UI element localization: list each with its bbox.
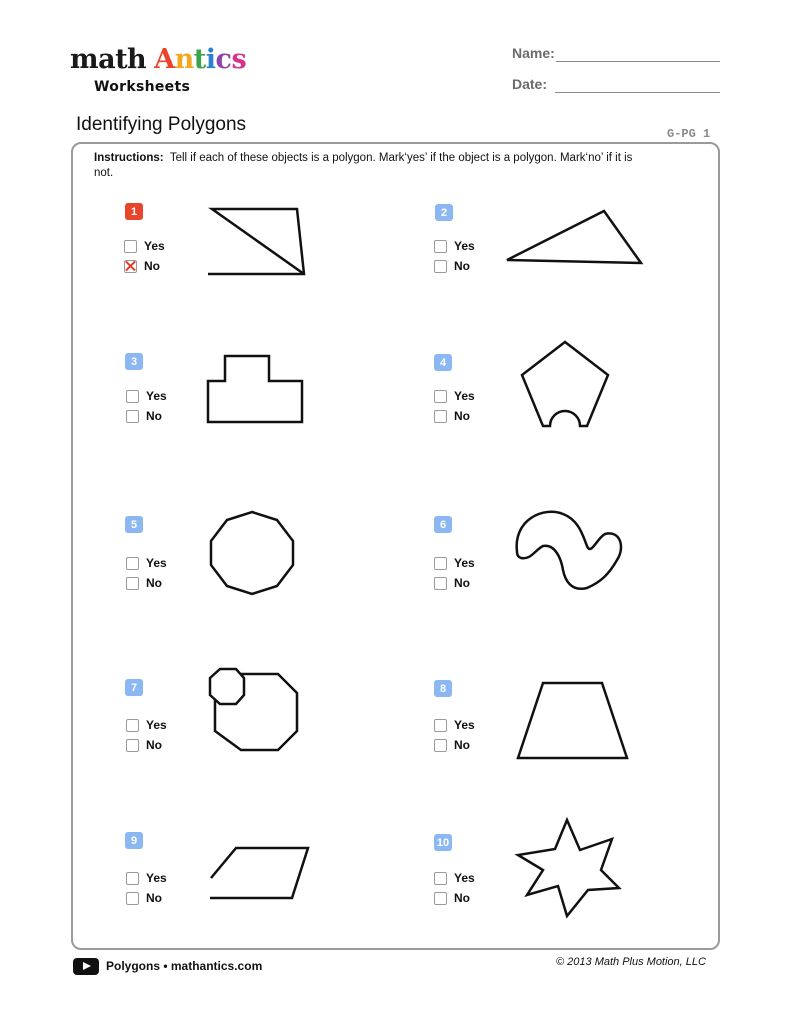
problem-number-badge: 5 xyxy=(125,516,143,533)
problem-number-badge: 6 xyxy=(434,516,452,533)
no-option[interactable] xyxy=(434,575,470,591)
logo xyxy=(70,44,246,75)
worksheet-code: G-PG 1 xyxy=(667,127,711,141)
no-option[interactable] xyxy=(434,890,470,906)
problem-number-badge: 7 xyxy=(125,679,143,696)
yes-option[interactable] xyxy=(124,238,165,254)
shape-triangle xyxy=(500,200,650,270)
yes-label: Yes xyxy=(146,871,167,885)
problem-number-badge: 2 xyxy=(435,204,453,221)
yes-checkbox[interactable] xyxy=(434,390,447,403)
no-checkbox-checked[interactable] xyxy=(124,260,137,273)
yes-checkbox[interactable] xyxy=(434,557,447,570)
yes-option[interactable] xyxy=(126,388,167,404)
yes-checkbox[interactable] xyxy=(434,240,447,253)
no-option[interactable] xyxy=(434,737,470,753)
yes-option[interactable] xyxy=(434,555,475,571)
yes-option[interactable] xyxy=(434,388,475,404)
name-field[interactable] xyxy=(556,61,720,62)
yes-label: Yes xyxy=(454,718,475,732)
yes-checkbox[interactable] xyxy=(434,719,447,732)
instructions-label: Instructions: xyxy=(94,152,164,164)
no-label: No xyxy=(146,409,162,423)
problem-number-badge: 4 xyxy=(434,354,452,371)
no-label: No xyxy=(454,738,470,752)
yes-label: Yes xyxy=(146,389,167,403)
problem-number-badge: 8 xyxy=(434,680,452,697)
logo-subtitle: Worksheets xyxy=(94,79,191,95)
no-checkbox[interactable] xyxy=(126,739,139,752)
no-option[interactable] xyxy=(126,408,162,424)
no-option[interactable] xyxy=(124,258,160,274)
instructions-text: Tell if each of these objects is a polygon. Mark‘yes’ if the object is a polygon. Mark‘no’ if it is not. xyxy=(94,152,633,179)
logo-word-math: math xyxy=(70,44,147,75)
yes-checkbox[interactable] xyxy=(126,719,139,732)
no-label: No xyxy=(146,576,162,590)
shape-decagon xyxy=(200,505,304,601)
yes-checkbox[interactable] xyxy=(126,872,139,885)
problem-number-badge: 9 xyxy=(125,832,143,849)
problem-number-badge: 10 xyxy=(434,834,452,851)
no-label: No xyxy=(146,891,162,905)
yes-label: Yes xyxy=(146,718,167,732)
shape-open-parallelogram xyxy=(200,838,316,904)
no-label: No xyxy=(144,259,160,273)
no-checkbox[interactable] xyxy=(434,892,447,905)
yes-label: Yes xyxy=(454,556,475,570)
yes-label: Yes xyxy=(454,389,475,403)
shape-overlapping-octagons xyxy=(200,660,304,760)
yes-label: Yes xyxy=(454,871,475,885)
logo-letter: c xyxy=(215,44,232,75)
footer-copyright: © 2013 Math Plus Motion, LLC xyxy=(556,956,706,968)
yes-option[interactable] xyxy=(434,717,475,733)
no-checkbox[interactable] xyxy=(126,892,139,905)
no-label: No xyxy=(454,409,470,423)
shape-trapezoid xyxy=(510,675,636,765)
no-label: No xyxy=(454,259,470,273)
no-label: No xyxy=(454,891,470,905)
yes-option[interactable] xyxy=(126,870,167,886)
no-option[interactable] xyxy=(126,737,162,753)
date-label: Date: xyxy=(512,76,548,92)
yes-option[interactable] xyxy=(126,555,167,571)
yes-checkbox[interactable] xyxy=(126,557,139,570)
yes-label: Yes xyxy=(146,556,167,570)
shape-triangle-quad xyxy=(200,200,310,282)
logo-letter: n xyxy=(174,44,194,75)
yes-option[interactable] xyxy=(434,238,475,254)
no-checkbox[interactable] xyxy=(126,410,139,423)
no-checkbox[interactable] xyxy=(126,577,139,590)
logo-letter: A xyxy=(154,44,175,75)
date-field[interactable] xyxy=(555,92,720,93)
logo-letter: i xyxy=(205,44,216,75)
yes-checkbox[interactable] xyxy=(434,872,447,885)
yes-option[interactable] xyxy=(126,717,167,733)
yes-label: Yes xyxy=(144,239,165,253)
yes-option[interactable] xyxy=(434,870,475,886)
no-option[interactable] xyxy=(126,575,162,591)
yes-checkbox[interactable] xyxy=(126,390,139,403)
name-label: Name: xyxy=(512,45,555,61)
logo-word-antics xyxy=(154,44,246,75)
instructions xyxy=(94,151,654,181)
logo-letter: s xyxy=(231,44,247,75)
no-checkbox[interactable] xyxy=(434,410,447,423)
no-label: No xyxy=(454,576,470,590)
shape-step-rectangle xyxy=(200,348,310,430)
no-option[interactable] xyxy=(434,408,470,424)
no-option[interactable] xyxy=(126,890,162,906)
page-title: Identifying Polygons xyxy=(76,114,247,135)
shape-seven-point-star xyxy=(512,816,624,922)
no-label: No xyxy=(146,738,162,752)
no-checkbox[interactable] xyxy=(434,260,447,273)
problem-number-badge: 1 xyxy=(125,203,143,220)
footer-site[interactable]: Polygons • mathantics.com xyxy=(106,959,263,973)
problem-number-badge: 3 xyxy=(125,353,143,370)
yes-label: Yes xyxy=(454,239,475,253)
logo-letter: t xyxy=(193,44,206,75)
play-icon xyxy=(73,958,99,975)
shape-squiggle xyxy=(505,500,625,596)
yes-checkbox[interactable] xyxy=(124,240,137,253)
shape-pentagon-arch xyxy=(510,334,620,434)
no-checkbox[interactable] xyxy=(434,577,447,590)
no-option[interactable] xyxy=(434,258,470,274)
no-checkbox[interactable] xyxy=(434,739,447,752)
